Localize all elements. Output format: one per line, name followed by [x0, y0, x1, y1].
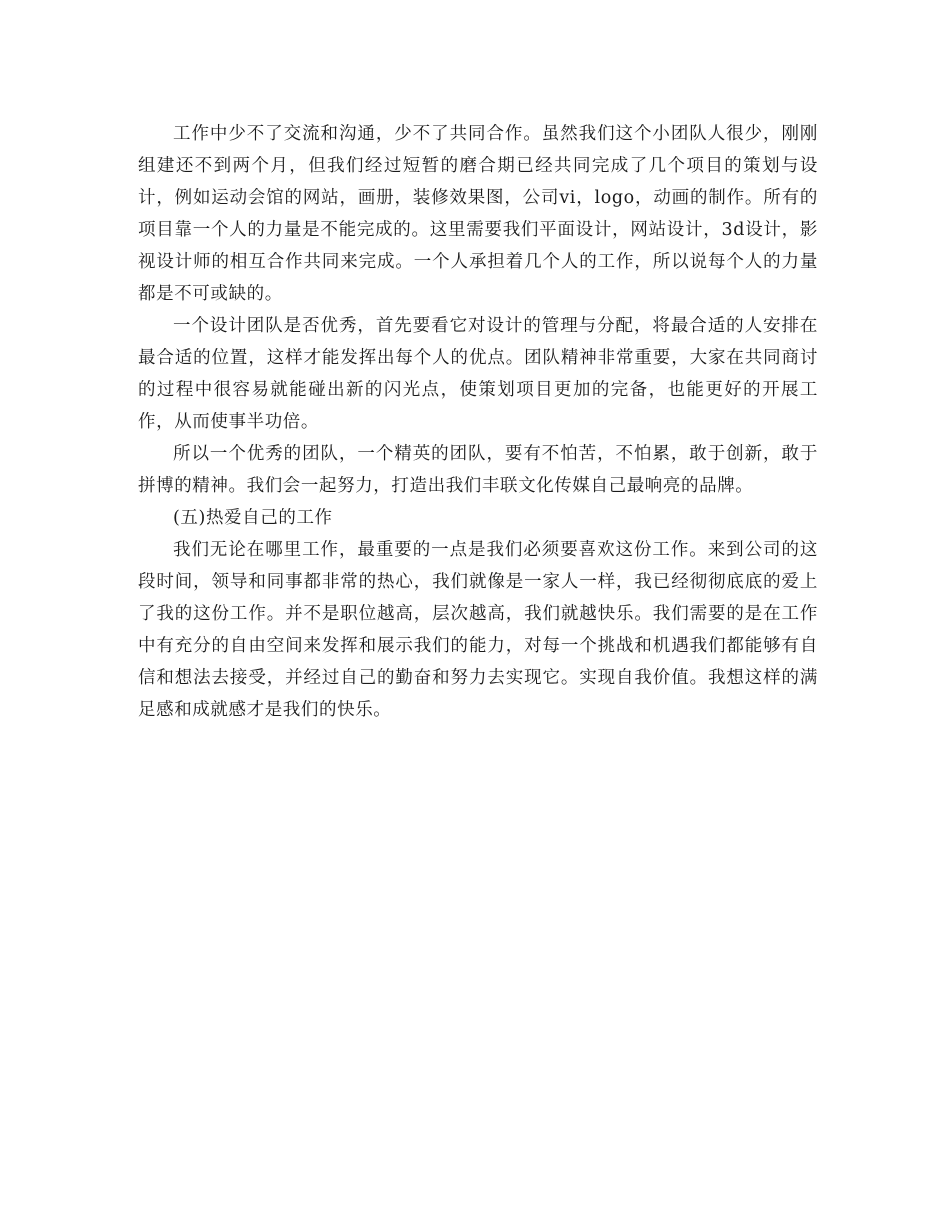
- paragraph-team-spirit: 所以一个优秀的团队，一个精英的团队，要有不怕苦，不怕累，敢于创新，敢于拼博的精神。我们会一起努力，打造出我们丰联文化传媒自己最响亮的品牌。: [138, 444, 818, 496]
- document-body: [138, 118, 818, 726]
- section-heading: (五)热爱自己的工作: [173, 508, 333, 528]
- paragraph-love-work: 我们无论在哪里工作，最重要的一点是我们必须要喜欢这份工作。来到公司的这段时间，领导和同事都非常的热心，我们就像是一家人一样，我已经彻彻底底的爱上了我的这份工作。并不是职位越高，层次越高，我们就越快乐。我们需要的是在工作中有充分的自由空间来发挥和展示我们的能力，对每一个挑战和机遇我们都能够有自信和想法去接受，并经过自己的勤奋和努力去实现它。实现自我价值。我想这样的满足感和成就感才是我们的快乐。: [138, 540, 818, 720]
- paragraph-team-management: 一个设计团队是否优秀，首先要看它对设计的管理与分配，将最合适的人安排在最合适的位置，这样才能发挥出每个人的优点。团队精神非常重要，大家在共同商讨的过程中很容易就能碰出新的闪光点，使策划项目更加的完备，也能更好的开展工作，从而使事半功倍。: [138, 316, 818, 432]
- paragraph-teamwork: 工作中少不了交流和沟通，少不了共同合作。虽然我们这个小团队人很少，刚刚组建还不到两个月，但我们经过短暂的磨合期已经共同完成了几个项目的策划与设计，例如运动会馆的网站，画册，装修效果图，公司vi，logo，动画的制作。所有的项目靠一个人的力量是不能完成的。这里需要我们平面设计，网站设计，3d设计，影视设计师的相互合作共同来完成。一个人承担着几个人的工作，所以说每个人的力量都是不可或缺的。: [138, 124, 818, 304]
